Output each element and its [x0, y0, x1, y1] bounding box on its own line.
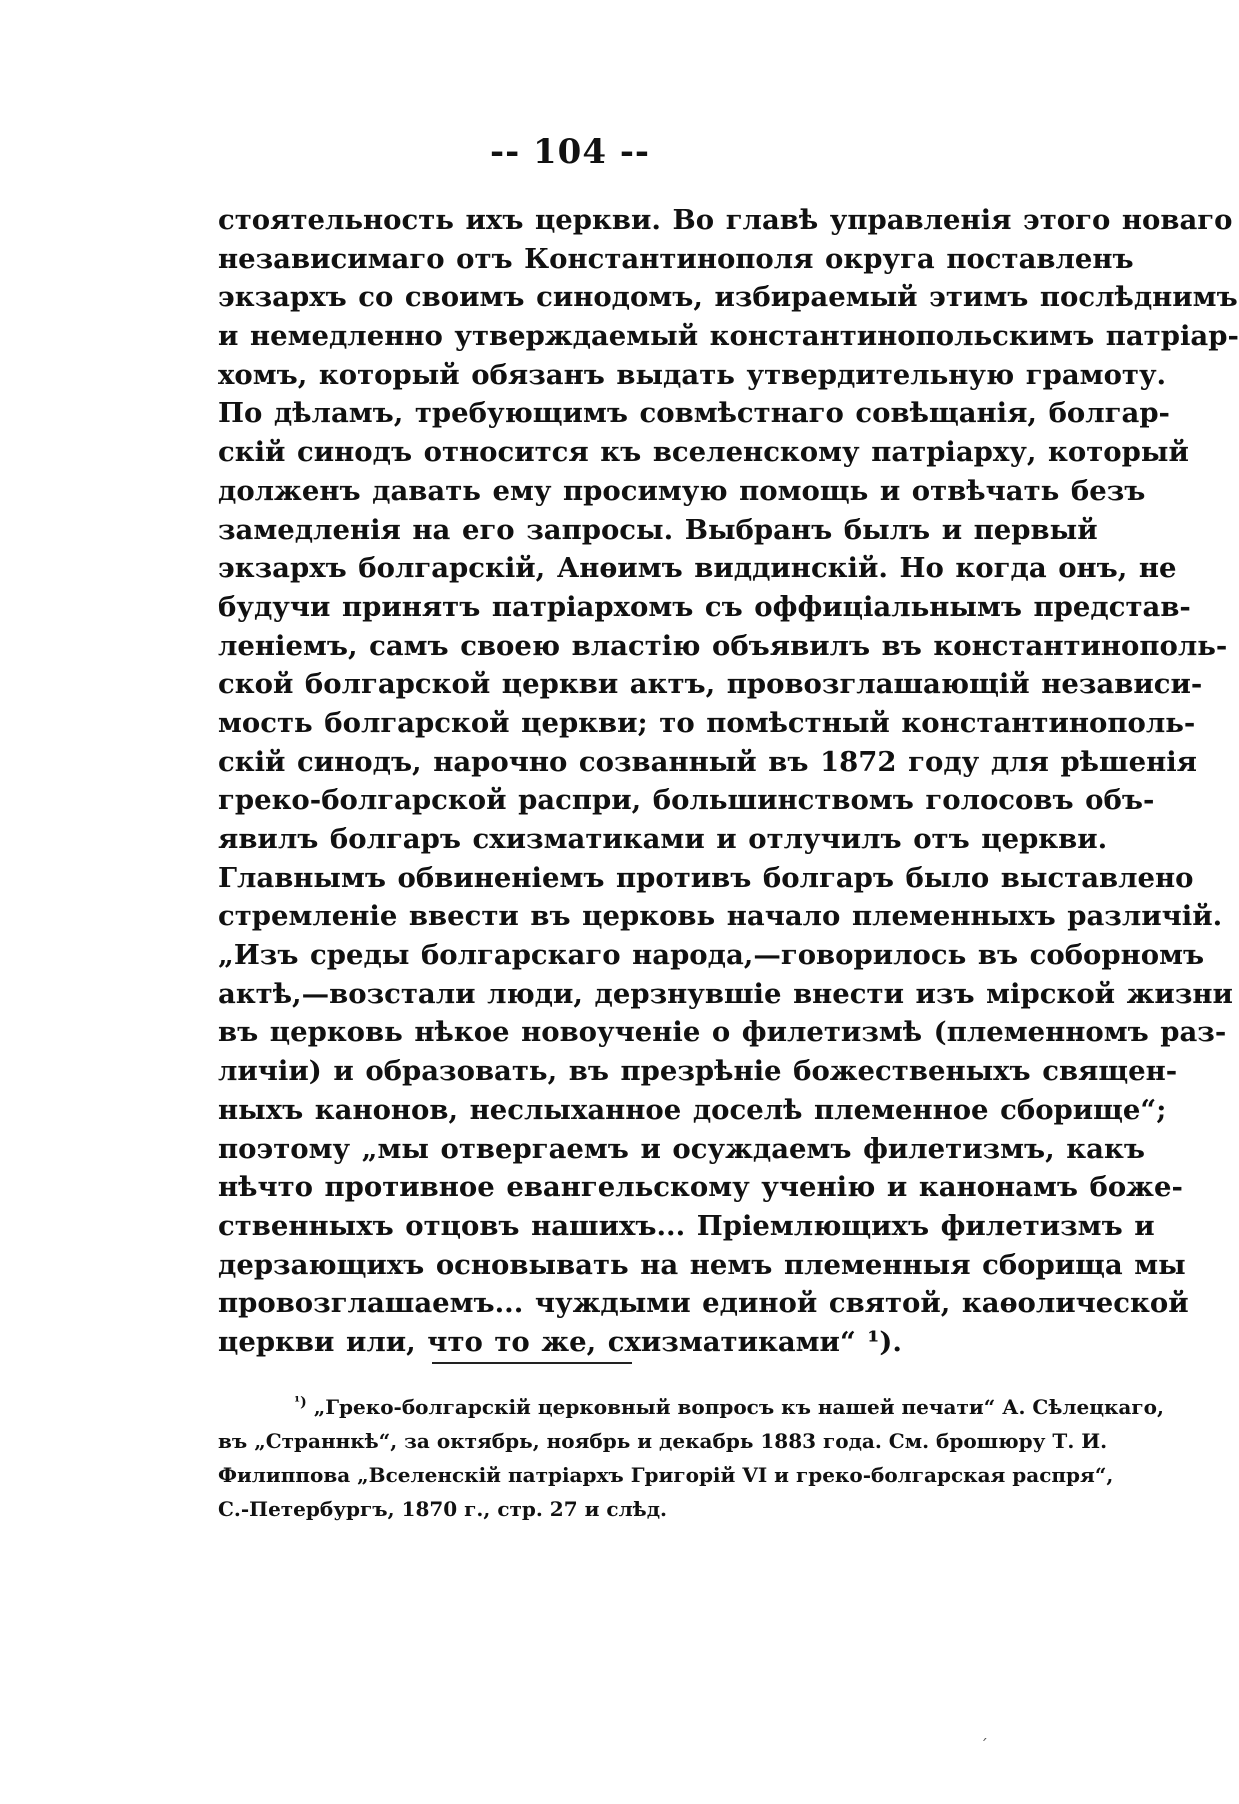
text-line: мость болгарской церкви; то помѣстный константинополь-: [218, 706, 1196, 739]
text-line: ской болгарской церкви актъ, провозглашающій независи-: [218, 668, 1203, 701]
text-line: хомъ, который обязанъ выдать утвердительную грамоту.: [218, 358, 1167, 391]
text-line: актѣ,—возстали люди, дерзнувшіе внести изъ мірской жизни: [218, 977, 1233, 1010]
text-line: въ церковь нѣкое новоученіе о филетизмѣ (племенномъ раз-: [218, 1016, 1227, 1049]
text-line: нѣчто противное евангельскому ученію и канонамъ боже-: [218, 1171, 1183, 1204]
footnote: [218, 1390, 1164, 1526]
footnote-separator: [432, 1362, 632, 1364]
text-line: явилъ болгаръ схизматиками и отлучилъ отъ церкви.: [218, 823, 1108, 855]
text-line: экзархъ болгарскій, Анѳимъ виддинскій. Но когда онъ, не: [218, 552, 1177, 585]
text-line: дерзающихъ основывать на немъ племенныя сборища мы: [218, 1248, 1186, 1281]
text-line: провозглашаемъ... чуждыми единой святой, каѳолической: [218, 1287, 1189, 1320]
text-line: и немедленно утверждаемый константинопольскимъ патріар-: [218, 320, 1239, 353]
text-line: замедленія на его запросы. Выбранъ былъ и первый: [218, 513, 1098, 546]
text-line: Главнымъ обвиненіемъ противъ болгаръ было выставлено: [218, 861, 1194, 894]
footnote-line: С.-Петербургъ, 1870 г., стр. 27 и слѣд.: [218, 1497, 668, 1521]
text-line: независимаго отъ Константинополя округа поставленъ: [218, 242, 1134, 275]
text-line: экзархъ со своимъ синодомъ, избираемый этимъ послѣднимъ: [218, 281, 1238, 314]
text-line: будучи принятъ патріархомъ съ оффиціальнымъ представ-: [218, 590, 1191, 623]
stray-mark: ˊ: [980, 1736, 988, 1755]
text-line: долженъ давать ему просимую помощь и отвѣчать безъ: [218, 474, 1146, 507]
text-line: греко-болгарской распри, большинствомъ голосовъ объ-: [218, 784, 1155, 817]
text-line: „Изъ среды болгарскаго народа,—говорилось въ соборномъ: [218, 939, 1205, 972]
text-line: скій синодъ относится къ вселенскому патріарху, который: [218, 436, 1189, 469]
text-line: личіи) и образовать, въ презрѣніе божественыхъ священ-: [218, 1055, 1178, 1088]
text-line: стоятельность ихъ церкви. Во главѣ управленія этого новаго: [218, 204, 1233, 236]
text-line: поэтому „мы отвергаемъ и осуждаемъ филетизмъ, какъ: [218, 1132, 1145, 1165]
text-line: По дѣламъ, требующимъ совмѣстнаго совѣщанія, болгар-: [218, 397, 1170, 430]
text-line: скій синодъ, нарочно созванный въ 1872 году для рѣшенія: [218, 745, 1197, 778]
body-text: [218, 201, 1239, 1362]
text-line: ственныхъ отцовъ нашихъ... Пріемлющихъ филетизмъ и: [218, 1209, 1155, 1242]
footnote-line: Филиппова „Вселенскій патріархъ Григорій VI и греко-болгарская распря“,: [218, 1463, 1114, 1487]
footnote-line: въ „Страннкѣ“, за октябрь, ноябрь и декабрь 1883 года. См. брошюру Т. И.: [218, 1429, 1108, 1453]
footnote-text: „Греко-болгарскій церковный вопросъ къ нашей печати“ А. Сѣлецкаго,: [313, 1395, 1164, 1419]
footnote-marker: ¹): [294, 1394, 307, 1411]
text-line: церкви или, что то же, схизматиками“ ¹).: [218, 1325, 902, 1358]
text-line: леніемъ, самъ своею властію объявилъ въ константинополь-: [218, 629, 1228, 662]
page-number: -- 104 --: [489, 132, 651, 172]
text-line: стремленіе ввести въ церковь начало племенныхъ различій.: [218, 900, 1223, 933]
footnote-line: [218, 1390, 1164, 1424]
text-line: ныхъ канонов, неслыханное доселѣ племенное сборище“;: [218, 1093, 1167, 1126]
